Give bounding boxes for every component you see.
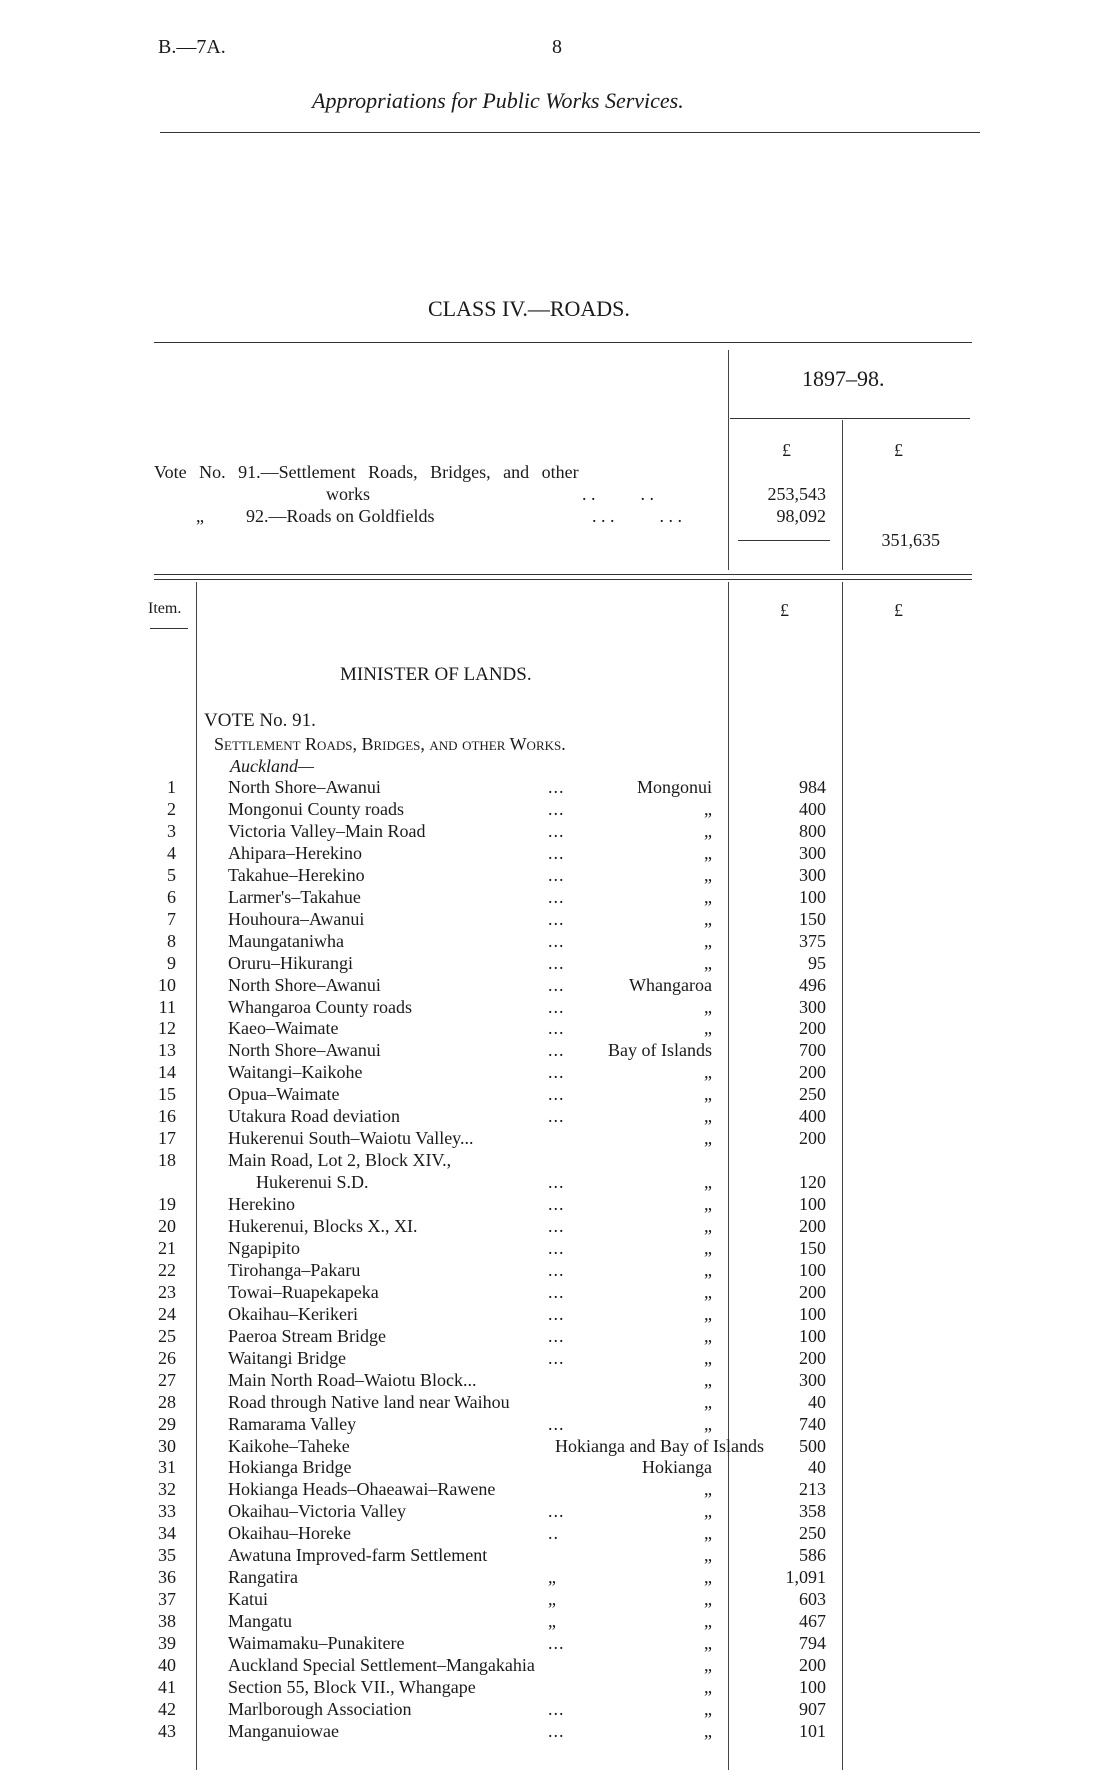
minister-heading: MINISTER OF LANDS. [340, 664, 532, 685]
item-leader-dots: ... [548, 777, 565, 797]
item-district: „ [704, 886, 712, 907]
table-row [0, 1017, 1114, 1039]
item-description: Tirohanga–Pakaru [228, 1259, 361, 1280]
item-number: 42 [158, 1698, 176, 1719]
table-row [0, 1127, 1114, 1149]
item-district: „ [704, 1655, 712, 1675]
table-row [0, 1193, 1114, 1215]
item-description: Awatuna Improved-farm Settlement [228, 1545, 488, 1566]
item-amount: 100 [799, 886, 826, 907]
item-description: Kaeo–Waimate [228, 1018, 339, 1039]
item-number: 16 [158, 1106, 176, 1127]
item-amount: 358 [799, 1501, 826, 1522]
item-description: Ahipara–Herekino [228, 842, 362, 863]
item-leader-dots: ... [548, 1633, 565, 1654]
item-district: „ [704, 1128, 712, 1149]
item-number: 33 [158, 1501, 176, 1522]
table-row [0, 1061, 1114, 1083]
item-district: Mongonui [636, 777, 712, 797]
item-number: 21 [158, 1237, 176, 1258]
table-row [0, 1544, 1114, 1566]
item-leader-dots: ... [548, 798, 565, 819]
table-row [0, 1281, 1114, 1303]
table-row [0, 1632, 1114, 1654]
item-amount: 586 [799, 1545, 826, 1566]
item-description: Rangatira [228, 1567, 298, 1588]
item-description: Oruru–Hikurangi [228, 952, 353, 973]
item-description: Whangaroa County roads [228, 996, 412, 1017]
item-amount: 800 [799, 820, 826, 841]
table-row [0, 908, 1114, 930]
item-column-header: Item. [148, 600, 182, 617]
table-row [0, 1303, 1114, 1325]
item-description: Waimamaku–Punakitere [228, 1633, 405, 1654]
vote91-dots: . . . . [582, 484, 654, 504]
item-leader-dots: ... [548, 1259, 565, 1280]
item-number: 43 [158, 1720, 176, 1741]
item-number: 29 [158, 1413, 176, 1434]
item-leader-dots: ... [548, 1084, 565, 1105]
item-amount: 150 [799, 1237, 826, 1258]
item-amount: 100 [799, 1676, 826, 1697]
item-amount: 200 [799, 1281, 826, 1302]
item-amount: 467 [799, 1611, 826, 1632]
table-row [0, 1369, 1114, 1391]
item-description: Mangatu [228, 1611, 292, 1632]
table-row [0, 776, 1114, 798]
item-amount: 984 [799, 777, 826, 797]
item-district: „ [704, 1567, 712, 1588]
item-number: 15 [158, 1084, 176, 1105]
item-description: Section 55, Block VII., Whangape [228, 1676, 476, 1697]
item-number: 41 [158, 1676, 176, 1697]
item-description: Takahue–Herekino [228, 864, 365, 885]
item-district: „ [704, 798, 712, 819]
item-leader-dots: ... [548, 820, 565, 841]
item-number: 17 [158, 1128, 176, 1149]
item-number: 1 [167, 777, 176, 797]
item-district: „ [704, 1589, 712, 1610]
item-description: Hukerenui South–Waiotu Valley... [228, 1128, 474, 1149]
item-leader-dots: ... [548, 1413, 565, 1434]
item-number: 13 [158, 1040, 176, 1061]
table-row [0, 1698, 1114, 1720]
item-amount: 100 [799, 1259, 826, 1280]
item-number: 23 [158, 1281, 176, 1302]
item-leader-dots: .. [548, 1523, 559, 1544]
item-number: 14 [158, 1062, 176, 1083]
item-description: North Shore–Awanui [228, 1040, 381, 1061]
table-row [0, 1347, 1114, 1369]
item-amount: 300 [799, 996, 826, 1017]
table-row [0, 886, 1114, 908]
item-amount: 300 [799, 1369, 826, 1390]
item-leader-dots: ... [548, 1347, 565, 1368]
item-district: „ [704, 930, 712, 951]
item-amount: 200 [799, 1018, 826, 1039]
item-number: 3 [167, 820, 176, 841]
item-amount: 213 [799, 1479, 826, 1500]
item-leader-dots: ... [548, 1216, 565, 1236]
vote91-amount: 253,543 [767, 484, 826, 504]
item-district: „ [704, 1062, 712, 1083]
item-number: 22 [158, 1259, 176, 1280]
item-description: Hokianga Heads–Ohaeawai–Rawene [228, 1479, 496, 1500]
item-number: 10 [158, 974, 176, 995]
item-leader-dots: ... [548, 1106, 565, 1127]
table-row [0, 820, 1114, 842]
item-amount: 500 [799, 1435, 826, 1456]
table-row [0, 864, 1114, 886]
item-description: Auckland Special Settlement–Mangakahia [228, 1655, 535, 1675]
item-district: „ [704, 1172, 712, 1193]
item-amount: 100 [799, 1194, 826, 1215]
item-leader-dots: ... [548, 1720, 565, 1741]
item-number: 11 [158, 996, 176, 1017]
item-leader-dots: ... [548, 864, 565, 885]
item-description: Mongonui County roads [228, 798, 405, 819]
vote-title: Settlement Roads, Bridges, and other Works. [214, 734, 566, 754]
item-amount: 100 [799, 1325, 826, 1346]
item-district: Whangaroa [629, 974, 712, 995]
item-description: North Shore–Awanui [228, 777, 381, 797]
item-description: Utakura Road deviation [228, 1106, 400, 1127]
item-description: Waitangi–Kaikohe [228, 1062, 363, 1083]
item-description: North Shore–Awanui [228, 974, 381, 995]
item-amount: 300 [799, 864, 826, 885]
item-district: „ [704, 1325, 712, 1346]
item-description: Okaihau–Horeke [228, 1523, 351, 1544]
item-amount: 100 [799, 1303, 826, 1324]
item-district: „ [704, 1194, 712, 1215]
item-amount: 200 [799, 1062, 826, 1083]
table-row [0, 1039, 1114, 1061]
item-leader-dots: ... [548, 886, 565, 907]
item-description: Kaikohe–Taheke [228, 1435, 350, 1456]
item-district: Hokianga and Bay of Islands [555, 1435, 764, 1456]
item-leader-dots: ... [548, 1303, 565, 1324]
item-description: Maungataniwha [228, 930, 344, 951]
item-number: 12 [158, 1018, 176, 1039]
table-row [0, 1413, 1114, 1435]
item-description: Main North Road–Waiotu Block... [228, 1369, 477, 1390]
item-description: Victoria Valley–Main Road [228, 820, 426, 841]
item-district: „ [704, 1720, 712, 1741]
currency-pound-2: £ [894, 440, 903, 460]
item-district: „ [704, 1216, 712, 1236]
item-description: Ngapipito [228, 1237, 300, 1258]
currency-pound-1: £ [782, 440, 791, 460]
item-amount: 700 [799, 1040, 826, 1061]
item-number: 6 [167, 886, 176, 907]
item-description: Main Road, Lot 2, Block XIV., [228, 1150, 452, 1171]
item-district: „ [704, 1018, 712, 1039]
item-district: „ [704, 1084, 712, 1105]
item-district: „ [704, 864, 712, 885]
summary-period: 1897–98. [802, 366, 885, 391]
table-row [0, 1237, 1114, 1259]
item-amount: 200 [799, 1128, 826, 1149]
item-description: Herekino [228, 1194, 295, 1215]
item-description: Waitangi Bridge [228, 1347, 347, 1368]
table-row [0, 1325, 1114, 1347]
item-district: „ [704, 1106, 712, 1127]
item-amount: 200 [799, 1347, 826, 1368]
item-amount: 95 [808, 952, 826, 973]
vote-heading: VOTE No. 91. [204, 710, 316, 731]
item-district: „ [704, 1479, 712, 1500]
table-row [0, 1654, 1114, 1676]
vote91-line2: works [326, 484, 370, 504]
item-district: „ [704, 1237, 712, 1258]
table-row [0, 930, 1114, 952]
item-leader-dots: ... [548, 842, 565, 863]
item-district: „ [704, 1611, 712, 1632]
item-leader-dots: ... [548, 908, 565, 929]
item-amount: 200 [799, 1655, 826, 1675]
table-row [0, 1456, 1114, 1478]
item-number: 31 [158, 1457, 176, 1478]
item-amount: 120 [799, 1172, 826, 1193]
table-row [0, 1105, 1114, 1127]
item-leader-dots: ... [548, 974, 565, 995]
item-number: 26 [158, 1347, 176, 1368]
table-row [0, 1171, 1114, 1193]
item-number: 28 [158, 1391, 176, 1412]
item-district: „ [704, 842, 712, 863]
item-number: 37 [158, 1589, 176, 1610]
item-amount: 1,091 [785, 1567, 826, 1588]
item-leader-dots: ... [548, 1018, 565, 1039]
item-number: 36 [158, 1567, 176, 1588]
region-heading: Auckland— [230, 756, 314, 776]
item-district: Bay of Islands [608, 1040, 712, 1061]
item-amount: 200 [799, 1216, 826, 1236]
table-row [0, 952, 1114, 974]
item-amount: 40 [808, 1457, 826, 1478]
table-row [0, 798, 1114, 820]
item-amount: 250 [799, 1523, 826, 1544]
item-leader-dots: ... [548, 1040, 565, 1061]
item-description: Road through Native land near Waihou [228, 1391, 510, 1412]
table-row [0, 1676, 1114, 1698]
page-number: 8 [552, 36, 562, 58]
item-number: 20 [158, 1216, 176, 1236]
item-leader-dots: ... [548, 1172, 565, 1193]
vote92-label: 92.—Roads on Goldfields [246, 506, 435, 526]
item-number: 8 [167, 930, 176, 951]
item-leader-dots: „ [548, 1589, 557, 1610]
item-amount: 101 [799, 1720, 826, 1741]
item-leader-dots: ... [548, 1062, 565, 1083]
item-description: Ramarama Valley [228, 1413, 357, 1434]
item-description: Okaihau–Victoria Valley [228, 1501, 407, 1522]
table-row [0, 1149, 1114, 1171]
vote91-line1: Vote No. 91.—Settlement Roads, Bridges, and other [154, 462, 579, 482]
page-subtitle: Appropriations for Public Works Services. [312, 88, 684, 113]
item-district: „ [704, 1391, 712, 1412]
item-leader-dots: ... [548, 1325, 565, 1346]
item-leader-dots: ... [548, 930, 565, 951]
item-leader-dots: ... [548, 996, 565, 1017]
item-amount: 496 [799, 974, 826, 995]
table-row [0, 1478, 1114, 1500]
item-description: Paeroa Stream Bridge [228, 1325, 386, 1346]
item-district: „ [704, 1347, 712, 1368]
table-row [0, 996, 1114, 1018]
item-number: 32 [158, 1479, 176, 1500]
item-leader-dots: ... [548, 952, 565, 973]
item-district: „ [704, 1545, 712, 1566]
item-district: „ [704, 1369, 712, 1390]
item-number: 24 [158, 1303, 176, 1324]
item-leader-dots: „ [548, 1611, 557, 1632]
item-number: 39 [158, 1633, 176, 1654]
item-description: Opua–Waimate [228, 1084, 340, 1105]
table-row [0, 1259, 1114, 1281]
item-description: Manganuiowae [228, 1720, 339, 1741]
item-leader-dots: ... [548, 1281, 565, 1302]
document-reference: B.—7A. [158, 36, 226, 58]
item-amount: 907 [799, 1698, 826, 1719]
table-currency-1: £ [780, 600, 789, 620]
item-amount: 603 [799, 1589, 826, 1610]
item-description: Hokianga Bridge [228, 1457, 352, 1478]
table-row [0, 1588, 1114, 1610]
item-number: 34 [158, 1523, 176, 1544]
item-leader-dots: „ [548, 1567, 557, 1588]
item-leader-dots: ... [548, 1237, 565, 1258]
table-row [0, 1391, 1114, 1413]
item-number: 27 [158, 1369, 176, 1390]
item-district: „ [704, 1633, 712, 1654]
table-row [0, 1083, 1114, 1105]
item-number: 38 [158, 1611, 176, 1632]
item-description: Larmer's–Takahue [228, 886, 361, 907]
summary-total: 351,635 [881, 530, 940, 550]
table-row [0, 842, 1114, 864]
item-district: „ [704, 1413, 712, 1434]
item-amount: 300 [799, 842, 826, 863]
item-amount: 375 [799, 930, 826, 951]
table-row [0, 1610, 1114, 1632]
item-number: 30 [158, 1435, 176, 1456]
item-description: Towai–Ruapekapeka [228, 1281, 379, 1302]
item-district: „ [704, 996, 712, 1017]
item-leader-dots: ... [548, 1698, 565, 1719]
table-row [0, 1566, 1114, 1588]
item-district: „ [704, 1303, 712, 1324]
item-leader-dots: ... [548, 1194, 565, 1215]
item-amount: 400 [799, 798, 826, 819]
vote92-ditto: „ [196, 506, 204, 526]
item-district: „ [704, 1523, 712, 1544]
table-row [0, 1500, 1114, 1522]
item-description: Hukerenui, Blocks X., XI. [228, 1216, 418, 1236]
item-description: Hukerenui S.D. [256, 1172, 369, 1193]
class-title: CLASS IV.—ROADS. [428, 296, 630, 321]
item-leader-dots: ... [548, 1501, 565, 1522]
item-description: Marlborough Association [228, 1698, 412, 1719]
item-description: Okaihau–Kerikeri [228, 1303, 358, 1324]
item-number: 2 [167, 798, 176, 819]
item-amount: 250 [799, 1084, 826, 1105]
item-number: 9 [167, 952, 176, 973]
item-district: „ [704, 1676, 712, 1697]
item-number: 19 [158, 1194, 176, 1215]
vote92-amount: 98,092 [776, 506, 826, 526]
item-amount: 740 [799, 1413, 826, 1434]
item-amount: 40 [808, 1391, 826, 1412]
item-district: „ [704, 908, 712, 929]
item-district: „ [704, 820, 712, 841]
item-number: 7 [167, 908, 176, 929]
table-row [0, 974, 1114, 996]
item-number: 25 [158, 1325, 176, 1346]
item-district: „ [704, 1501, 712, 1522]
item-number: 40 [158, 1655, 176, 1675]
item-district: „ [704, 1698, 712, 1719]
table-row [0, 1522, 1114, 1544]
item-number: 18 [158, 1150, 176, 1171]
item-number: 35 [158, 1545, 176, 1566]
item-amount: 400 [799, 1106, 826, 1127]
table-row [0, 1720, 1114, 1742]
table-row [0, 1215, 1114, 1237]
item-district: „ [704, 952, 712, 973]
table-row [0, 1435, 1114, 1457]
item-description: Katui [228, 1589, 268, 1610]
item-district: „ [704, 1281, 712, 1302]
item-district: Hokianga [642, 1457, 712, 1478]
vote92-dots: . . . . . . [592, 506, 682, 526]
item-number: 5 [167, 864, 176, 885]
item-description: Houhoura–Awanui [228, 908, 365, 929]
item-amount: 794 [799, 1633, 826, 1654]
item-number: 4 [167, 842, 176, 863]
item-district: „ [704, 1259, 712, 1280]
table-currency-2: £ [894, 600, 903, 620]
item-amount: 150 [799, 908, 826, 929]
